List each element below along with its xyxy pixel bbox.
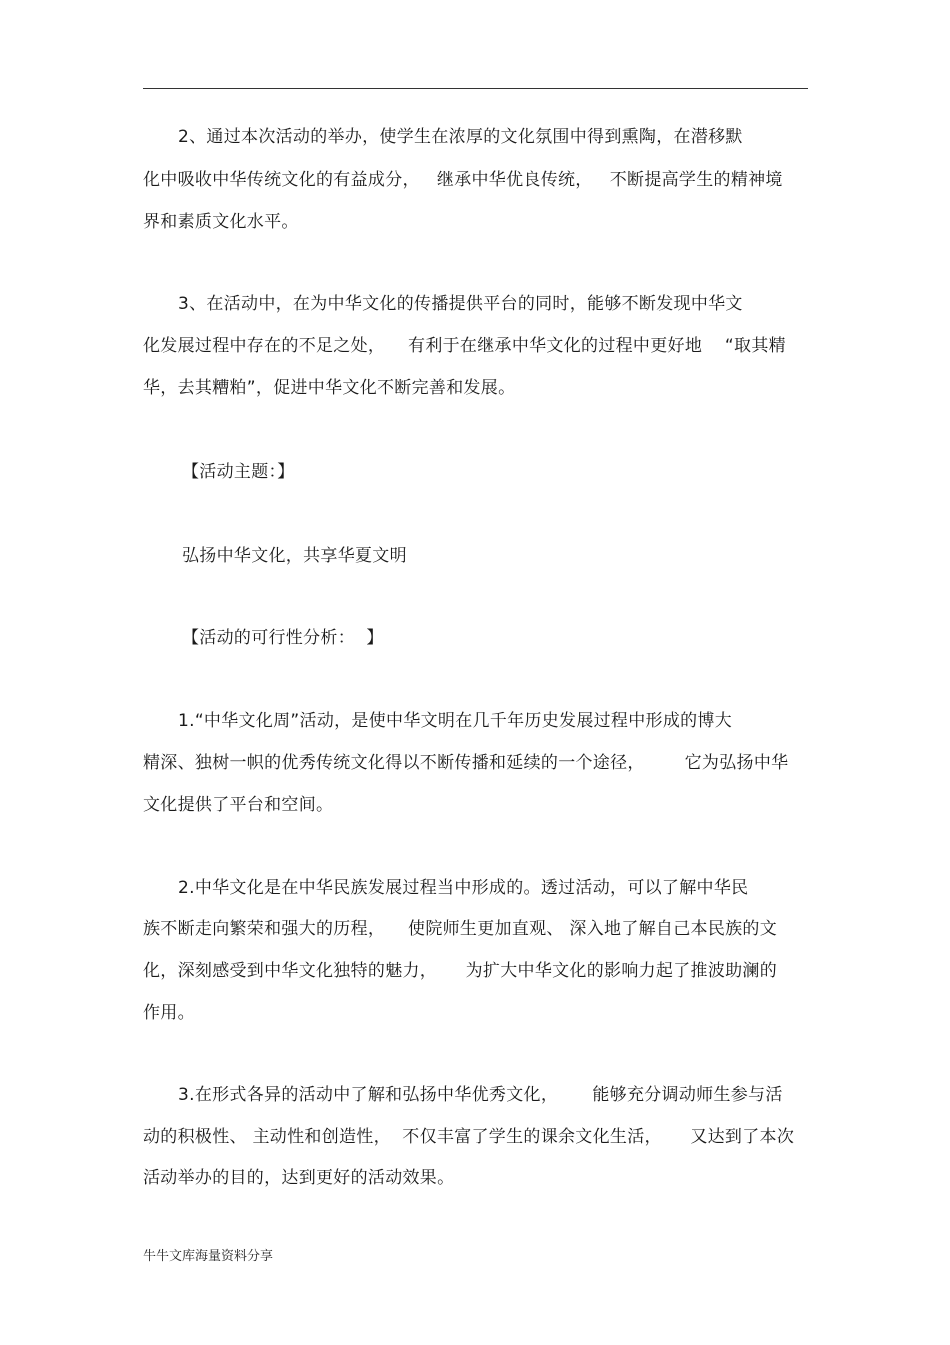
paragraph-line: 活动举办的目的，达到更好的活动效果。 xyxy=(143,1168,455,1188)
paragraph-line: 精深、独树一帜的优秀传统文化得以不断传播和延续的一个途径， 它为弘扬中华 xyxy=(143,753,789,773)
header-rule xyxy=(143,88,808,89)
paragraph-line: 化发展过程中存在的不足之处， 有利于在继承中华文化的过程中更好地 “取其精 xyxy=(143,336,786,356)
paragraph-line: 2、通过本次活动的举办，使学生在浓厚的文化氛围中得到熏陶，在潜移默 xyxy=(178,127,743,147)
section-heading-feasibility: 【活动的可行性分析： 】 xyxy=(182,628,384,648)
paragraph-line: 3.在形式各异的活动中了解和弘扬中华优秀文化， 能够充分调动师生参与活 xyxy=(178,1085,783,1105)
paragraph-line: 化，深刻感受到中华文化独特的魅力， 为扩大中华文化的影响力起了推波助澜的 xyxy=(143,961,778,981)
page-footer: 牛牛文库海量资料分享 xyxy=(143,1249,274,1264)
paragraph-line: 作用。 xyxy=(143,1003,195,1023)
paragraph-line: 3、在活动中，在为中华文化的传播提供平台的同时，能够不断发现中华文 xyxy=(178,294,743,314)
paragraph-line: 1.“中华文化周”活动，是使中华文明在几千年历史发展过程中形成的博大 xyxy=(178,711,733,731)
paragraph-line: 文化提供了平台和空间。 xyxy=(143,795,334,815)
paragraph-line: 化中吸收中华传统文化的有益成分， 继承中华优良传统， 不断提高学生的精神境 xyxy=(143,170,783,190)
theme-text: 弘扬中华文化，共享华夏文明 xyxy=(182,546,407,566)
paragraph-line: 2.中华文化是在中华民族发展过程当中形成的。透过活动，可以了解中华民 xyxy=(178,878,749,898)
section-heading-theme: 【活动主题：】 xyxy=(182,462,295,482)
paragraph-line: 族不断走向繁荣和强大的历程， 使院师生更加直观、 深入地了解自己本民族的文 xyxy=(143,919,778,939)
paragraph-line: 华，去其糟粕”，促进中华文化不断完善和发展。 xyxy=(143,378,516,398)
paragraph-line: 动的积极性、 主动性和创造性， 不仅丰富了学生的课余文化生活， 又达到了本次 xyxy=(143,1127,795,1147)
paragraph-line: 界和素质文化水平。 xyxy=(143,212,299,232)
